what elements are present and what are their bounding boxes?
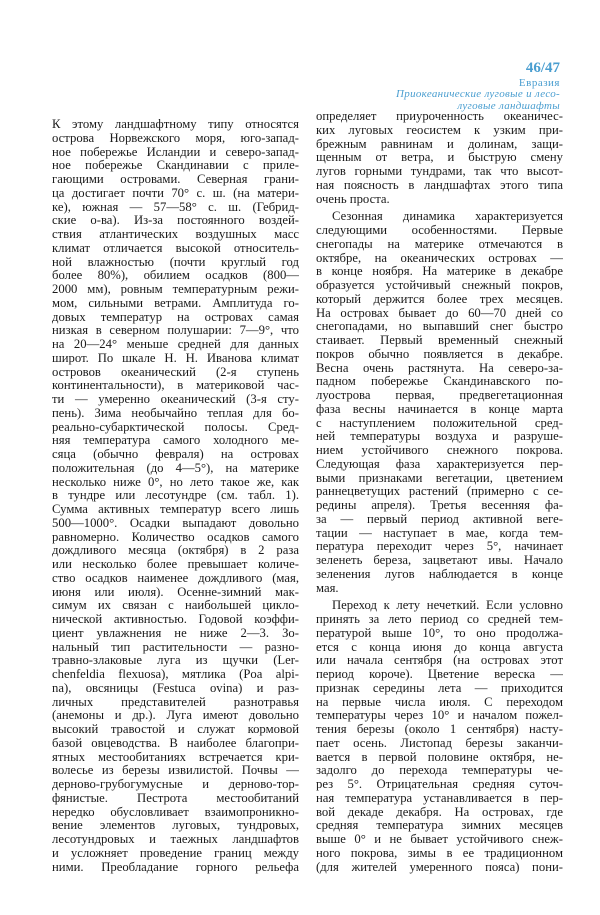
text-line: тации — наступает в мае, когда тем- xyxy=(316,526,563,540)
text-line: мая. xyxy=(316,581,339,595)
text-line: низкая в северном полушарии: 7—9°, что xyxy=(52,324,299,338)
text-line: ские о-ва). Из-за постоянного воздей- xyxy=(52,214,299,228)
text-line: континентальности), в материковой час- xyxy=(52,379,299,393)
text-line: рез 5°. Отрицательная средняя суточ- xyxy=(316,778,563,791)
text-line: лесотундровых и таежных ландшафтов xyxy=(52,833,299,846)
text-line: в конце ноября. На материке в декабре xyxy=(316,265,563,279)
text-line: довых температур на островах самая xyxy=(52,310,299,324)
text-line: средняя температура зимних месяцев xyxy=(316,819,563,833)
page-numbers: 46/47 xyxy=(525,60,560,76)
text-line: (для жителей умеренного пояса) пони- xyxy=(316,860,563,874)
text-line: пает осень. Листопад березы заканчи- xyxy=(316,736,563,750)
text-line: ной влажностью (почти круглый год xyxy=(52,255,299,269)
text-line: chenfeldia flexuosa), мятлика (Poa alpi- xyxy=(52,668,299,681)
text-line: гающими островами. Северная грани- xyxy=(52,173,299,186)
text-line: за — первый период активной веге- xyxy=(316,512,563,526)
text-line: несколько ниже 0°, но лето такое же, как xyxy=(52,475,299,489)
text-line: зеленеть береза, зацветают ивы. Начало xyxy=(316,554,563,567)
text-line: задолго до перехода температуры че- xyxy=(316,764,563,778)
text-line: Сумма активных температур всего лишь xyxy=(52,503,299,516)
text-line: ней температуры воздуха и разруше- xyxy=(316,430,563,444)
text-line: выше 0° и не бывает устойчивого снеж- xyxy=(316,833,563,846)
right-text-column xyxy=(316,110,563,878)
text-line: выми признаками вегетации, цветением xyxy=(316,471,563,485)
text-line: покров обычно появляется в декабре. xyxy=(316,347,563,361)
text-line: симум их связан с наибольшей цикло- xyxy=(52,599,299,613)
text-line: na), овсяницы (Festuca ovina) и раз- xyxy=(52,681,299,695)
text-line: пература переходит через 5°, начинает xyxy=(316,540,563,554)
text-line: личных представителей разнотравья xyxy=(52,695,299,709)
text-line: реально-субарктической полосы. Сред- xyxy=(52,420,299,434)
subsection-title-line-1: Приокеанические луговые и лесо- xyxy=(396,88,560,100)
section-title: Евразия xyxy=(518,77,560,89)
text-line: лугов горными тундрами, так что высот- xyxy=(316,165,563,178)
text-line: период короче). Цветение вереска — xyxy=(316,668,563,681)
text-line: принять за лето период со средней тем- xyxy=(316,613,563,626)
text-line: ними. Преобладание горного рельефа xyxy=(52,860,299,874)
text-line: снегопадами, но выпавший снег быстро xyxy=(316,320,563,334)
text-line: Сезонная динамика характеризуется xyxy=(332,210,563,224)
text-line: климат отличается высокой относитель- xyxy=(52,241,299,255)
text-line: образуется устойчивый снежный покров, xyxy=(316,279,563,292)
text-line: островов океанический (2-я ступень xyxy=(52,365,299,379)
text-line: следующими особенностями. Первые xyxy=(316,224,563,237)
text-line: ти — умеренно океанический (3-я сту- xyxy=(52,393,299,406)
paragraph xyxy=(52,118,299,874)
text-line: тения березы (около 1 сентября) насту- xyxy=(316,723,563,736)
text-line: ного покрова, зимы в ее традиционном xyxy=(316,846,563,860)
text-line: ная поясность в ландшафтах этого типа xyxy=(316,178,563,192)
text-line: редины апреля). Третья весенняя фа- xyxy=(316,499,563,512)
text-line: нием устойчивого снежного покрова. xyxy=(316,444,563,457)
text-line: вение элементов луговых, тундровых, xyxy=(52,819,299,833)
text-line: раннецветущих растений (примерно с се- xyxy=(316,485,563,499)
text-line: июня или июля). Осенне-зимний мак- xyxy=(52,585,299,599)
text-line: падном побережье Скандинавского по- xyxy=(316,375,563,389)
text-line: (анемоны и др.). Луга имеют довольно xyxy=(52,709,299,723)
text-line: или начала сентября (на островах этот xyxy=(316,654,563,668)
text-line: ке), южная — 57—58° с. ш. (Гебрид- xyxy=(52,200,299,214)
text-line: ствия атлантических воздушных масс xyxy=(52,228,299,241)
text-line: К этому ландшафтному типу относятся xyxy=(52,118,299,131)
text-line: нической активностью. Годовой коэффи- xyxy=(52,613,299,626)
text-line: 500—1000°. Осадки выпадают довольно xyxy=(52,516,299,530)
text-line: очень проста. xyxy=(316,192,390,206)
text-line: который держится более трех месяцев. xyxy=(316,292,563,306)
text-line: вается в первой половине октября, не- xyxy=(316,750,563,764)
text-line: положительная (до 4—5°), на материке xyxy=(52,461,299,475)
text-line: Весна очень растянута. На северо-за- xyxy=(316,361,563,375)
paragraph xyxy=(316,210,563,595)
text-line: няя температура самого холодного ме- xyxy=(52,434,299,448)
text-line: На островах бывает до 60—70 дней со xyxy=(316,306,563,320)
text-line: октябре, на океанических островах — xyxy=(316,251,563,265)
text-line: Переход к лету нечеткий. Если условно xyxy=(332,599,563,613)
text-line: на первые числа июля. С переходом xyxy=(316,695,563,709)
text-line: равномерно. Количество осадков самого xyxy=(52,530,299,544)
text-line: травно-злаковые луга из щучки (Ler- xyxy=(52,654,299,668)
text-line: циент увлажнения не ниже 2—3. Зо- xyxy=(52,626,299,640)
text-line: ца достигает почти 70° с. ш. (на матери- xyxy=(52,186,299,200)
text-line: ство осадков наименее дождливого (мая, xyxy=(52,571,299,585)
text-line: с наступлением положительной сред- xyxy=(316,416,563,430)
text-line: пературой выше 10°, то оно продолжа- xyxy=(316,626,563,640)
text-line: нальный тип растительности — разно- xyxy=(52,640,299,654)
text-line: луострова первая, предвегетационная xyxy=(316,389,563,402)
left-text-column xyxy=(52,118,299,878)
text-line: температуры через 10° и началом пожел- xyxy=(316,709,563,723)
text-line: брежным равнинам и долинам, защи- xyxy=(316,137,563,151)
text-line: ятных местообитаниях встречается кри- xyxy=(52,750,299,764)
text-line: в тундре или лесотундре (см. табл. 1). xyxy=(52,489,299,503)
text-line: волесье из березы извилистой. Почвы — xyxy=(52,764,299,778)
text-line: зеленения лугов наблюдается в конце xyxy=(316,567,563,581)
text-line: пень). Зима необычайно теплая для бо- xyxy=(52,406,299,420)
text-line: снегопады на материке отмечаются в xyxy=(316,237,563,251)
text-line: фаза весны начинается в конце марта xyxy=(316,402,563,416)
text-line: ная температура устанавливается в пер- xyxy=(316,791,563,805)
text-line: и усложняет проведение границ между xyxy=(52,846,299,860)
text-line: фянистые. Пестрота местообитаний xyxy=(52,791,299,805)
text-line: сяца (обычно февраля) на островах xyxy=(52,448,299,461)
text-line: дерново-грубогумусные и дерново-тор- xyxy=(52,778,299,791)
paragraph xyxy=(316,110,563,206)
text-line: ется с конца июня до конца августа xyxy=(316,640,563,654)
text-line: определяет приуроченность океаничес- xyxy=(316,110,563,123)
text-line: мом, сильными ветрами. Амплитуда го- xyxy=(52,296,299,310)
text-line: вой декаде декабря. На островах, где xyxy=(316,805,563,819)
text-line: на 20—24° меньше средней для данных xyxy=(52,338,299,351)
text-line: ное побережье Скандинавии с приле- xyxy=(52,159,299,173)
text-line: дождливого месяца (октября) в 2 раза xyxy=(52,544,299,558)
text-line: Следующая фаза характеризуется пер- xyxy=(316,457,563,471)
text-line: базой овцеводства. В наиболее благопри- xyxy=(52,736,299,750)
text-line: более 80%), обилием осадков (800— xyxy=(52,269,299,283)
running-header xyxy=(396,60,560,112)
text-line: стаивает. Первый временный снежный xyxy=(316,334,563,347)
text-line: широт. По шкале Н. Н. Иванова климат xyxy=(52,351,299,365)
text-line: нередко обусловливает взаимопроникно- xyxy=(52,805,299,819)
text-line: ких луговых геосистем к узким при- xyxy=(316,123,563,137)
subsection-title-line-2: луговые ландшафты xyxy=(457,99,560,112)
text-line: 2000 мм), ровным температурным режи- xyxy=(52,283,299,296)
text-line: высокий травостой и служат кормовой xyxy=(52,723,299,736)
text-line: ное побережье Исландии и северо-запад- xyxy=(52,145,299,159)
text-line: признак середины лета — приходится xyxy=(316,681,563,695)
text-line: острова Норвежского моря, юго-запад- xyxy=(52,131,299,145)
text-line: щенным от ветра, и быструю смену xyxy=(316,151,563,165)
paragraph xyxy=(316,599,563,874)
text-line: или несколько более превышает количе- xyxy=(52,558,299,571)
